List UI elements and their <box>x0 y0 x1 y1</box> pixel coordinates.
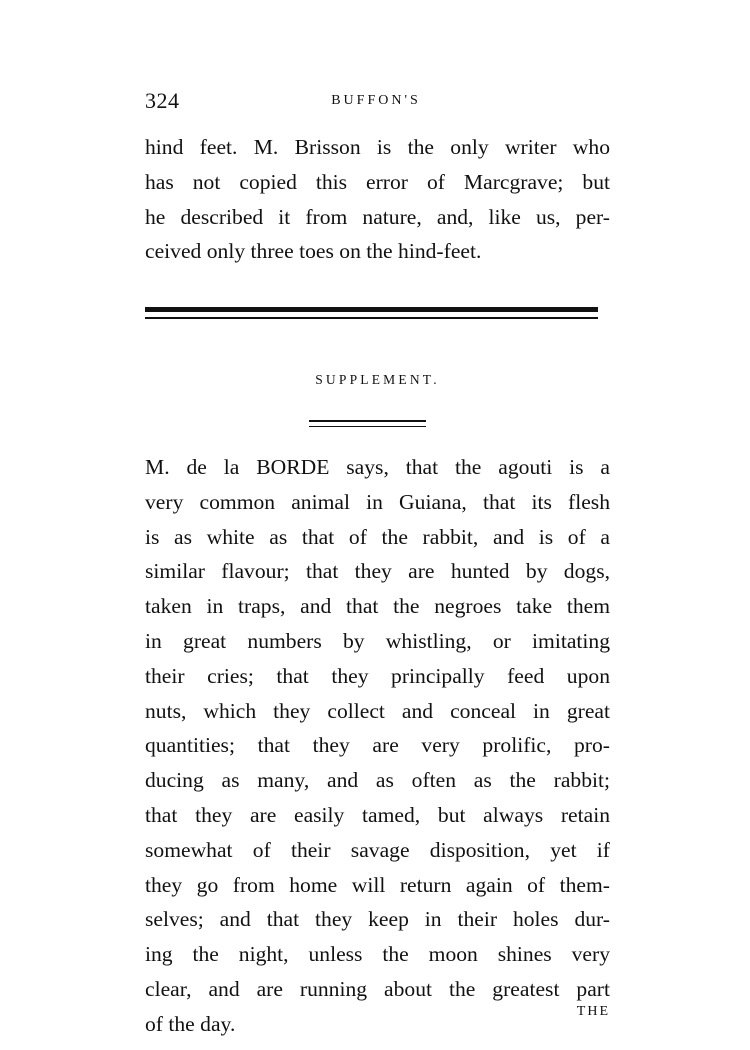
text-line: is as white as that of the rabbit, and is of a <box>145 524 610 549</box>
running-head <box>145 88 607 118</box>
text-line: clear, and are running about the greatest part <box>145 976 610 1001</box>
text-line: hind feet. M. Brisson is the only writer who <box>145 135 610 159</box>
text-line: in great numbers by whistling, or imitating <box>145 628 610 653</box>
text-line: M. de la BORDE says, that the agouti is a <box>145 455 610 479</box>
text-line: ceived only three toes on the hind-feet. <box>145 239 482 264</box>
text-line: selves; and that they keep in their holes dur- <box>145 907 610 932</box>
supplement-heading: SUPPLEMENT. <box>315 372 440 387</box>
text-line: somewhat of their savage disposition, yet if <box>145 837 610 862</box>
running-title: BUFFON'S <box>331 93 421 108</box>
top-paragraph <box>145 130 610 269</box>
supplement-paragraph <box>145 450 610 1042</box>
page-number: 324 <box>145 88 180 113</box>
section-divider-thick <box>145 307 598 312</box>
text-line: that they are easily tamed, but always retain <box>145 802 610 827</box>
text-line: of the day. <box>145 1011 236 1036</box>
text-line: very common animal in Guiana, that its flesh <box>145 489 610 514</box>
text-line: ing the night, unless the moon shines very <box>145 942 610 967</box>
text-line: nuts, which they collect and conceal in great <box>145 698 610 723</box>
text-line: has not copied this error of Marcgrave; but <box>145 169 610 194</box>
text-line: he described it from nature, and, like us, per- <box>145 204 610 229</box>
text-line: taken in traps, and that the negroes take them <box>145 594 610 619</box>
heading-rule-thin <box>309 426 426 427</box>
text-line: their cries; that they principally feed upon <box>145 663 610 688</box>
heading-rule <box>309 420 426 422</box>
text-line: ducing as many, and as often as the rabbit; <box>145 768 610 793</box>
catchword: THE <box>576 1004 610 1019</box>
text-line: quantities; that they are very prolific, pro- <box>145 733 610 758</box>
text-line: they go from home will return again of them- <box>145 872 610 897</box>
section-divider-thin <box>145 317 598 319</box>
text-line: similar flavour; that they are hunted by dogs, <box>145 559 610 584</box>
